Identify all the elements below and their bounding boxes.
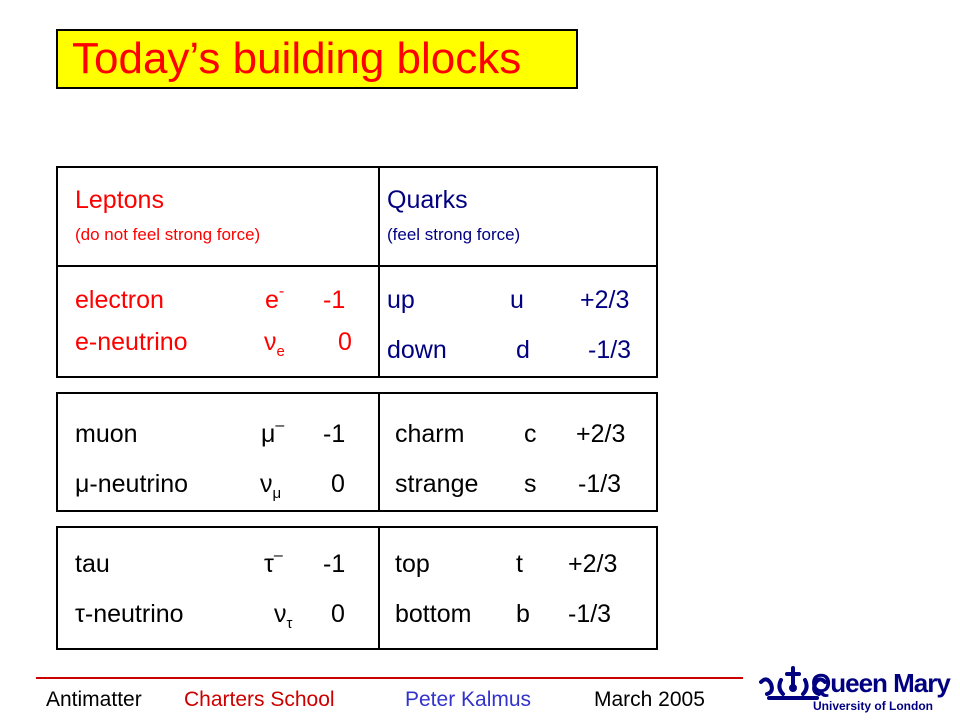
lepton-symbol: $\nu_\mu$	[260, 470, 282, 502]
lepton-charge: -1	[323, 286, 346, 314]
quark-name: down	[387, 336, 447, 364]
quarks-note: (feel strong force)	[387, 225, 521, 244]
quarks-heading: Quarks	[387, 186, 468, 214]
lepton-symbol: e-	[265, 283, 285, 314]
quark-charge: +2/3	[568, 550, 618, 578]
quark-name: up	[387, 286, 415, 314]
quark-name: bottom	[395, 600, 472, 628]
quark-charge: -1/3	[568, 600, 612, 628]
quark-symbol: c	[524, 420, 537, 448]
column-divider	[378, 394, 380, 510]
logo-subtitle: University of London	[813, 699, 933, 713]
footer-author: Peter Kalmus	[405, 688, 532, 711]
lepton-name: τ-neutrino	[75, 600, 184, 628]
quark-charge: -1/3	[578, 470, 622, 498]
lepton-charge: 0	[331, 470, 345, 498]
third-generation-table	[56, 526, 658, 650]
lepton-charge: 0	[338, 328, 352, 356]
quark-charge: +2/3	[580, 286, 630, 314]
footer-school: Charters School	[184, 688, 335, 711]
lepton-name: muon	[75, 420, 138, 448]
footer-divider	[36, 677, 743, 679]
first-generation-table	[56, 166, 658, 378]
quark-charge: +2/3	[576, 420, 626, 448]
footer-date: March 2005	[594, 688, 705, 711]
lepton-symbol: τ–	[264, 547, 283, 578]
queen-mary-logo	[757, 664, 950, 720]
quark-name: charm	[395, 420, 465, 448]
lepton-name: μ-neutrino	[75, 470, 189, 498]
leptons-heading: Leptons	[75, 186, 164, 214]
column-divider	[378, 168, 380, 376]
quark-name: strange	[395, 470, 479, 498]
lepton-symbol: $\nu_\tau$	[274, 600, 293, 632]
quark-symbol: s	[524, 470, 537, 498]
quark-symbol: b	[516, 600, 530, 628]
lepton-name: tau	[75, 550, 110, 578]
quark-symbol: u	[510, 286, 524, 314]
quark-charge: -1/3	[588, 336, 632, 364]
lepton-name: e-neutrino	[75, 328, 188, 356]
lepton-charge: 0	[331, 600, 345, 628]
column-divider	[378, 528, 380, 648]
page-title: Today’s building blocks	[56, 29, 578, 89]
quark-symbol: d	[516, 336, 530, 364]
footer-topic: Antimatter	[46, 688, 142, 711]
quark-name: top	[395, 550, 430, 578]
lepton-name: electron	[75, 286, 164, 314]
lepton-charge: -1	[323, 550, 346, 578]
lepton-charge: -1	[323, 420, 346, 448]
lepton-symbol: μ–	[261, 417, 285, 448]
lepton-symbol: $\nu_e$	[264, 328, 285, 360]
header-divider	[58, 265, 656, 267]
second-generation-table	[56, 392, 658, 512]
logo-name: Queen Mary	[811, 668, 950, 698]
leptons-note: (do not feel strong force)	[75, 225, 261, 244]
quark-symbol: t	[516, 550, 523, 578]
